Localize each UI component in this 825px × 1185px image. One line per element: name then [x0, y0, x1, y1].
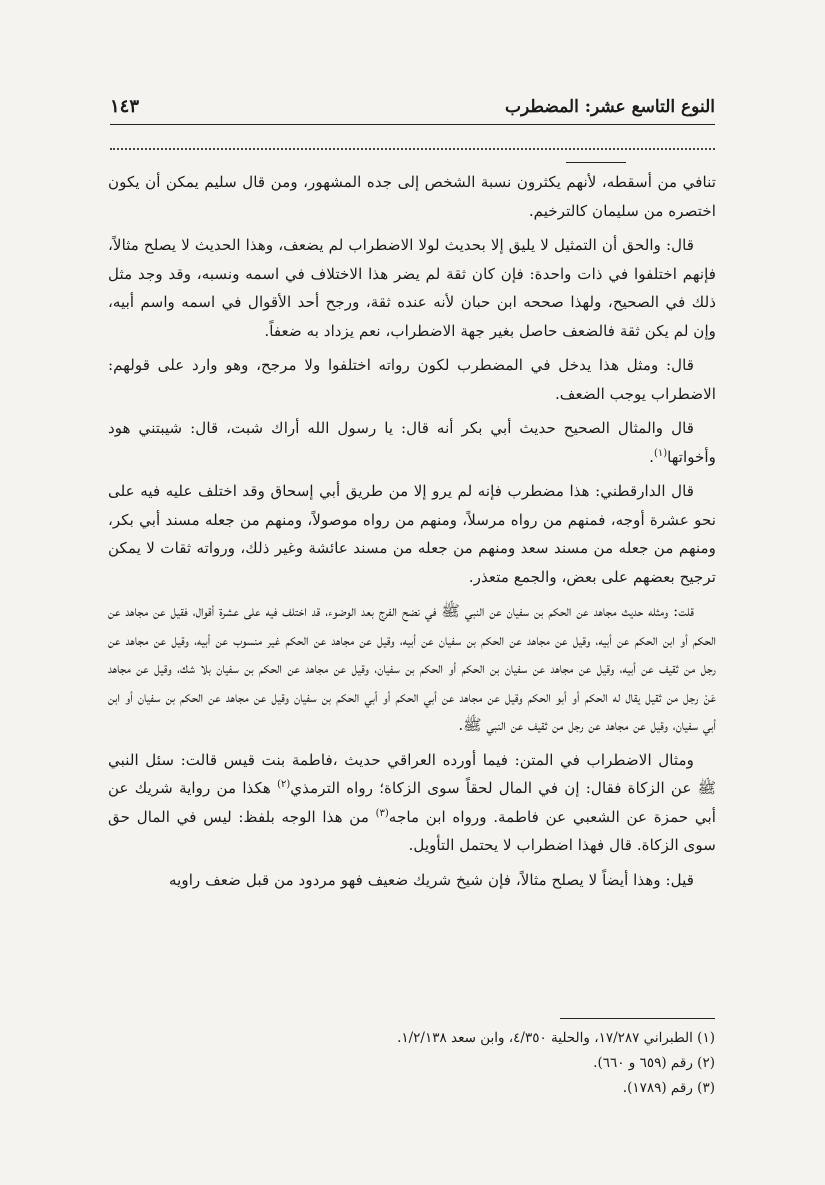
paragraph: ومثال الاضطراب في المتن: فيما أورده العراقي حديث ،فاطمة بنت قيس قالت: سئل النبي ﷺ عن الزكاة فقال: إن في المال لحقاً سوى الزكاة؛ رواه الترمذي$^{(٢)}$ هكذا من رواية شريك عن أبي حمزة عن الشعبي عن فاطمة. ورواه ابن ماجه$^{(٣)}$ من هذا الوجه بلفظ: ليس في المال حق سوى الزكاة. قال فهذا اضطراب لا يحتمل التأويل.	[108, 750, 717, 854]
running-title: النوع التاسع عشر: المضطرب	[505, 97, 715, 117]
footnote-ref: (١)	[653, 447, 668, 459]
body-text	[108, 168, 716, 900]
paragraph: قال: والحق أن التمثيل لا يليق إلا بحديث لولا الاضطراب لم يضعف، وهذا الحديث لا يصلح مثالاً، فإنهم اختلفوا في ذات واحدة: فإن كان ثقة لم يضر هذا الاختلاف في اسمه ونسبه، وقد وجد مثل ذلك في الصحيح، ولهذا صححه ابن حبان لأنه عنده ثقة، ورجح أحد الأقوال في اسمه واسم أبيه، وإن لم يكن ثقة فالضعف حاصل بغير جهة الاضطراب، نعم يزداد به ضعفاً.	[108, 236, 716, 340]
continuation-rule	[566, 162, 626, 163]
footnote-ref: (٣)	[375, 807, 389, 819]
footnote-rule	[560, 1018, 715, 1019]
dotted-separator	[110, 148, 715, 150]
footnote: (٢) رقم (٦٥٩ و ٦٦٠).	[593, 1055, 715, 1071]
page-header	[110, 96, 715, 117]
paragraph: قال الدارقطني: هذا مضطرب فإنه لم يرو إلا من طريق أبي إسحاق وقد اختلف عليه فيه على نحو عشرة أوجه، فمنهم من رواه مرسلاً، ومنهم من رواه موصولاً، ومنهم من جعله مسند أبي بكر، ومنهم من جعله من مسند سعد ومنهم من جعله من مسند عائشة وغير ذلك، ورواته ثقات لا يمكن ترجيح بعضهم على بعض، والجمع متعذر.	[108, 482, 716, 586]
paragraph: قال: ومثل هذا يدخل في المضطرب لكون رواته اختلفوا ولا مرجح، وهو وارد على قولهم: الاضطراب يوجب الضعف.	[108, 356, 716, 403]
header-rule	[110, 124, 715, 125]
page-number: ١٤٣	[110, 96, 140, 117]
footnote-ref: (٢)	[277, 778, 291, 790]
paragraph: تنافي من أسقطه، لأنهم يكثرون نسبة الشخص إلى جده المشهور، ومن قال سليم يمكن أن يكون اختصره من سليمان كالترخيم.	[108, 173, 716, 220]
footnotes	[110, 1026, 715, 1101]
paragraph: قيل: وهذا أيضاً لا يصلح مثالاً، فإن شيخ شريك ضعيف فهو مردود من قبل ضعف راويه	[169, 870, 694, 889]
paragraph: قلت: ومثله حديث مجاهد عن الحكم بن سفيان عن النبي ﷺ في نضح الفرج بعد الوضوء، قد اختلف فيه على عشرة أقوال، فقيل عن مجاهد عن الحكم أو ابن الحكم عن أبيه، وقيل عن مجاهد عن الحكم بن سفيان عن أبيه، وقيل عن مجاهد عن الحكم غير منسوب عن أبيه، وقيل عن مجاهد عن رجل من ثقيف عن أبيه، وقيل عن مجاهد عن سفيان بن الحكم أو الحكم بن سفيان، وقيل عن مجاهد عن الحكم بن سفيان بلا شك، وقيل عن مجاهد عَنْ رجل من ثقيل يقال له الحكم أو أبو الحكم وقيل عن مجاهد عن أبي الحكم أو أبي الحكم بن سفيان وقيل عن مجاهد عن الحكم بن سفيان أو ابن أبي سفيان، وقيل عن مجاهد عن رجل من ثقيف عن النبي ﷺ.	[108, 602, 716, 734]
paragraph: قال والمثال الصحيح حديث أبي بكر أنه قال: يا رسول الله أراك شبت، قال: شيبتني هود وأخواتها$^{(١)}$.	[108, 419, 716, 466]
footnote: (٣) رقم (١٧٨٩).	[622, 1080, 715, 1096]
footnote: (١) الطبراني ١٧/٢٨٧، والحلية ٤/٣٥٠، وابن سعد ١/٢/١٣٨.	[397, 1030, 715, 1046]
